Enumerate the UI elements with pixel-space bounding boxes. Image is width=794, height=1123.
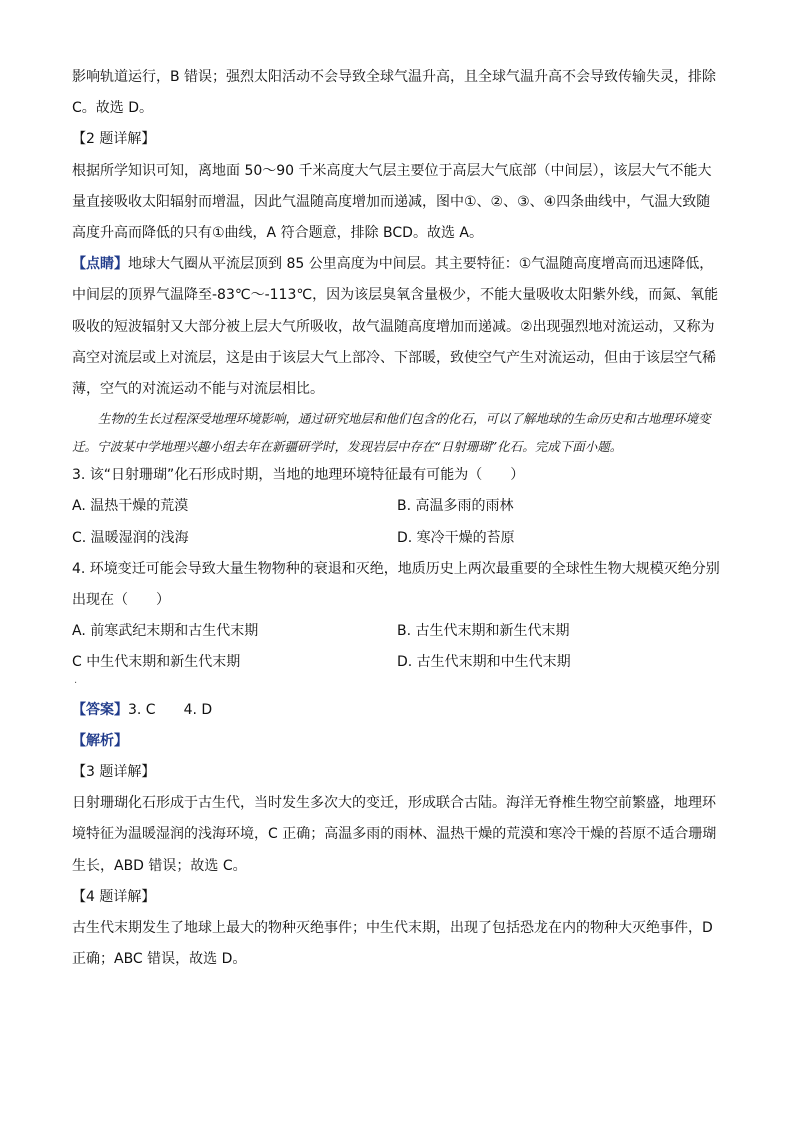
question-4: 4. 环境变迁可能会导致大量生物物种的衰退和灭绝，地质历史上两次最重要的全球性生物大规模灭绝分别出现在（ ） [72, 560, 720, 609]
answer-text: 3. C 4. D [128, 701, 213, 718]
paragraph-q3-detail: 日射珊瑚化石形成于古生代，当时发生多次大的变迁，形成联合古陆。海洋无脊椎生物空前繁盛，地理环境特征为温暖湿润的浅海环境，C 正确；高温多雨的雨林、温热干燥的荒漠和寒冷干燥的苔原不适合珊瑚生长，ABD 错误；故选 C。 [72, 795, 717, 874]
option-4b: B. 古生代末期和新生代末期 [397, 623, 570, 640]
option-3b: B. 高温多雨的雨林 [397, 498, 514, 515]
option-4c: C 中生代末期和新生代末期 [72, 654, 241, 671]
answer-line [72, 695, 722, 726]
option-3d: D. 寒冷干燥的苔原 [397, 529, 515, 546]
question-4-options-row-2 [72, 647, 722, 678]
analysis-heading [72, 726, 722, 757]
option-4d: D. 古生代末期和中生代末期 [397, 654, 571, 671]
dianjing-paragraph [72, 249, 722, 405]
paragraph-q2-detail: 根据所学知识可知，离地面 50～90 千米高度大气层主要位于高层大气底部（中间层），该层大气不能大量直接吸收太阳辐射而增温，因此气温随高度增加而递减，图中①、②、③、④四条曲线中，气温大致随高度升高而降低的只有①曲线，A 符合题意，排除 BCD。故选 A。 [72, 162, 712, 242]
section-heading-q4-detail: 【4 题详解】 [72, 888, 156, 905]
section-heading-q2-detail: 【2 题详解】 [72, 131, 156, 148]
answer-label: 【答案】 [72, 701, 128, 718]
document-page [72, 62, 722, 975]
reading-passage: 生物的生长过程深受地理环境影响，通过研究地层和他们包含的化石，可以了解地球的生命历史和古地理环境变迁。宁波某中学地理兴趣小组去年在新疆研学时，发现岩层中存在“日射珊瑚”化石。完成下面小题。 [72, 411, 711, 454]
stray-dot-mark: · [74, 677, 78, 689]
question-4-options-row-1 [72, 616, 722, 647]
question-3: 3. 该“日射珊瑚”化石形成时期，当地的地理环境特征最有可能为（ ） [72, 467, 525, 484]
paragraph-continuation: 影响轨道运行，B 错误；强烈太阳活动不会导致全球气温升高，且全球气温升高不会导致传输失灵，排除 C。故选 D。 [72, 69, 717, 117]
option-3c: C. 温暖湿润的浅海 [72, 529, 189, 546]
option-4a: A. 前寒武纪末期和古生代末期 [72, 623, 259, 640]
dianjing-text: 地球大气圈从平流层顶到 85 公里高度为中间层。其主要特征：①气温随高度增高而迅速降低，中间层的顶界气温降至-83℃～-113℃，因为该层臭氧含量极少，不能大量吸收太阳紫外线，而氮、氧能吸收的短波辐射又大部分被上层大气所吸收，故气温随高度增加而递减。②出现强烈地对流运动，又称为高空对流层或上对流层，这是由于该层大气上部冷、下部暖，致使空气产生对流运动，但由于该层空气稀薄，空气的对流运动不能与对流层相比。 [72, 256, 719, 398]
question-3-options-row-2 [72, 523, 722, 554]
dianjing-label: 【点睛】 [72, 256, 128, 273]
option-3a: A. 温热干燥的荒漠 [72, 498, 189, 515]
paragraph-q4-detail: 古生代末期发生了地球上最大的物种灭绝事件；中生代末期，出现了包括恐龙在内的物种大灭绝事件，D 正确；ABC 错误，故选 D。 [72, 920, 713, 968]
section-heading-q3-detail: 【3 题详解】 [72, 764, 156, 781]
question-3-options-row-1 [72, 491, 722, 522]
analysis-label: 【解析】 [72, 732, 128, 749]
